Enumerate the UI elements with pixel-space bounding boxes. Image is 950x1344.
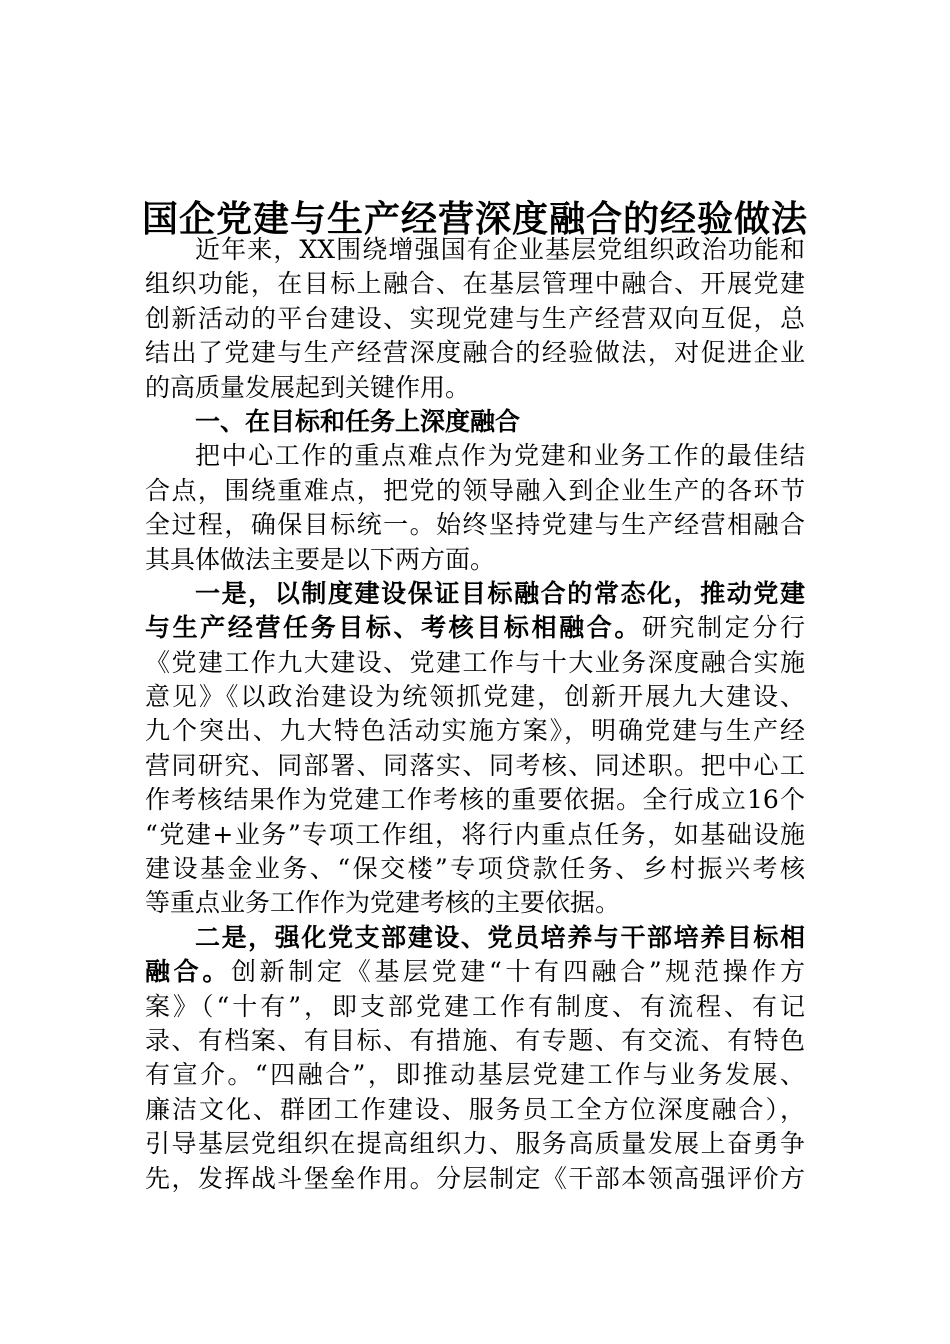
text-line: [145, 439, 805, 473]
text: 九个突出、九大特色活动实施方案》，明确党建与生产经: [145, 716, 805, 746]
text-line: [145, 680, 805, 714]
text: 意见》《以政治建设为统领抓党建，创新开展九大建设、: [145, 682, 805, 712]
text-line: [145, 714, 805, 748]
text-line: [145, 1024, 805, 1058]
text: 其具体做法主要是以下两方面。: [145, 544, 496, 574]
text-line: [145, 1058, 805, 1092]
text: 研究制定分行: [641, 613, 805, 643]
text: 廉洁文化、群团工作建设、服务员工全方位深度融合），: [145, 1094, 805, 1124]
text-line: [145, 990, 805, 1024]
paragraph: [145, 921, 805, 1196]
text: 作考核结果作为党建工作考核的重要依据。全行成立16个: [145, 785, 805, 815]
document-title: 国企党建与生产经营深度融合的经验做法: [141, 198, 808, 241]
text: 案》（“十有”，即支部党建工作有制度、有流程、有记: [145, 991, 805, 1021]
text: 创新制定《基层党建“十有四融合”规范操作方: [231, 957, 805, 987]
text: 录、有档案、有目标、有措施、有专题、有交流、有特色: [145, 1025, 805, 1055]
text: 近年来，XX围绕增强国有企业基层党组织政治功能和: [195, 235, 805, 264]
text-line: [145, 302, 805, 336]
text: 合点，围绕重难点，把党的领导融入到企业生产的各环节: [145, 475, 805, 505]
text: 先，发挥战斗堡垒作用。分层制定《干部本领高强评价方: [145, 1163, 805, 1193]
text-line: [145, 1093, 805, 1127]
text: 有宣介。“四融合”，即推动基层党建工作与业务发展、: [145, 1060, 805, 1090]
text-line: [145, 783, 805, 817]
text-line: [145, 508, 805, 542]
text-line: [145, 611, 805, 645]
bold-text: 融合。: [145, 957, 232, 987]
text-line: [145, 405, 805, 439]
text: 全过程，确保目标统一。始终坚持党建与生产经营相融合: [145, 510, 805, 540]
text: 等重点业务工作作为党建考核的主要依据。: [145, 888, 621, 918]
section-heading: [145, 405, 805, 439]
text: 《党建工作九大建设、党建工作与十大业务深度融合实施: [145, 647, 805, 677]
bold-text: 二是，强化党支部建设、党员培养与干部培养目标相: [195, 922, 805, 952]
text-line: [145, 1162, 805, 1196]
text-line: [145, 577, 805, 611]
bold-text: 与生产经营任务目标、考核目标相融合。: [145, 613, 642, 643]
text: 组织功能，在目标上融合、在基层管理中融合、开展党建: [145, 269, 805, 299]
document-body: [145, 233, 805, 1196]
text-line: [145, 267, 805, 301]
text: 一、在目标和任务上深度融合: [195, 406, 521, 436]
text: 建设基金业务、“保交楼”专项贷款任务、乡村振兴考核: [145, 854, 805, 884]
text-line: [145, 474, 805, 508]
text: 创新活动的平台建设、实现党建与生产经营双向互促，总: [145, 303, 805, 333]
text: “党建+业务”专项工作组，将行内重点任务，如基础设施: [145, 819, 805, 849]
text: 结出了党建与生产经营深度融合的经验做法，对促进企业: [145, 338, 805, 368]
text-line: [145, 646, 805, 680]
paragraph: [145, 577, 805, 921]
text-line: [145, 371, 805, 405]
text-line: [145, 818, 805, 852]
text-line: [145, 1127, 805, 1161]
paragraph: [145, 439, 805, 577]
text: 引导基层党组织在提高组织力、服务高质量发展上奋勇争: [145, 1129, 805, 1159]
text-line: [145, 955, 805, 989]
text-line: [145, 543, 805, 577]
text-line: [145, 233, 805, 267]
text-line: [145, 852, 805, 886]
text: 营同研究、同部署、同落实、同考核、同述职。把中心工: [145, 750, 805, 780]
text: 把中心工作的重点难点作为党建和业务工作的最佳结: [195, 441, 805, 471]
text-line: [145, 336, 805, 370]
text-line: [145, 921, 805, 955]
text: 的高质量发展起到关键作用。: [145, 372, 471, 402]
text-line: [145, 886, 805, 920]
bold-text: 一是，以制度建设保证目标融合的常态化，推动党建: [195, 578, 805, 608]
paragraph: [145, 233, 805, 405]
text-line: [145, 749, 805, 783]
